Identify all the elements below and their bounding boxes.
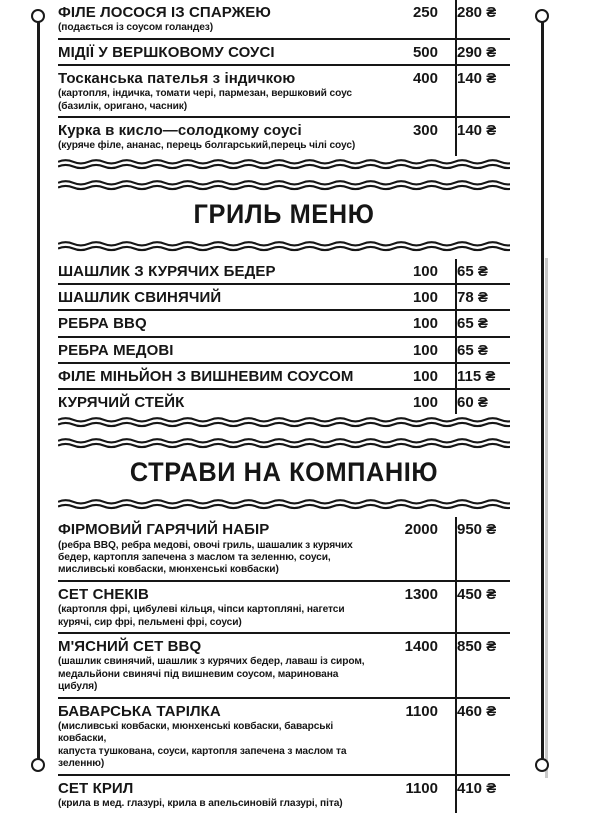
section-heading-company-dishes [58,429,510,511]
menu-item-text [58,289,382,306]
menu-item-text [58,703,382,771]
wave-divider-top-grill-menu [58,177,510,192]
menu-item-price: 65 ₴ [447,263,510,280]
section-title-company-dishes: СТРАВИ НА КОМПАНІЮ [72,450,497,496]
menu-item-name: Тосканська пателья з індичкою [58,70,376,87]
menu-item-description: (подається із соусом голандез) [58,22,376,34]
menu-item-description: (куряче філе, ананас, перець болгарський,перець чілі соус) [58,140,376,152]
menu-item-name: РЕБРА BBQ [58,315,376,332]
menu-item-price: 410 ₴ [447,780,510,797]
menu-item-weight: 1300 [382,586,447,603]
menu-item-price: 950 ₴ [447,521,510,538]
decorative-skewer-left [28,0,48,789]
menu-item-price: 450 ₴ [447,586,510,603]
menu-item-row [58,0,510,40]
menu-item-name: РЕБРА МЕДОВІ [58,342,376,359]
menu-item-description: (мисливські ковбаски, мюнхенські ковбаски, баварські ковбаски, капуста тушкована, соуси, картопля запечена з маслом та зеленню) [58,721,376,771]
menu-table-hot-dishes-continued [58,0,510,156]
menu-item-description: (картопля фрі, цибулеві кільця, чіпси картопляні, нагетси курячі, сир фрі, пельмені фрі, соуси) [58,604,376,629]
menu-item-weight: 100 [382,342,447,359]
menu-item-name: СЕТ КРИЛ [58,780,376,797]
menu-item-row [58,338,510,364]
menu-item-weight: 250 [382,4,447,21]
menu-item-weight: 1100 [382,780,447,797]
menu-item-name: МІДІЇ У ВЕРШКОВОМУ СОУСІ [58,44,376,61]
menu-item-name: ФІРМОВИЙ ГАРЯЧИЙ НАБІР [58,521,376,538]
skewer-ring-top-right [535,9,549,23]
menu-item-weight: 100 [382,289,447,306]
menu-item-row [58,517,510,582]
menu-item-price: 850 ₴ [447,638,510,655]
menu-item-description: (шашлик свинячий, шашлик з курячих бедер, лаваш із сиром, медальйони свинячі під вишневим соусом, маринована цибуля) [58,656,376,693]
menu-item-name: СЕТ СНЕКІВ [58,586,376,603]
menu-sections [58,0,510,813]
menu-item-row [58,40,510,66]
menu-item-price: 280 ₴ [447,4,510,21]
menu-item-description: (картопля, індичка, томати чері, пармезан, вершковий соус (базилік, оригано, часник) [58,88,376,113]
decorative-skewer-right [532,0,552,789]
menu-item-text [58,4,382,35]
menu-item-text [58,263,382,280]
menu-item-weight: 1400 [382,638,447,655]
menu-item-text [58,342,382,359]
menu-item-text [58,394,382,411]
skewer-ring-top-left [31,9,45,23]
menu-item-price: 290 ₴ [447,44,510,61]
menu-item-price: 115 ₴ [447,368,510,385]
skewer-ring-bottom-left [31,758,45,772]
menu-item-text [58,70,382,113]
menu-item-weight: 300 [382,122,447,139]
menu-item-price: 60 ₴ [447,394,510,411]
menu-item-name: ФІЛЕ МІНЬЙОН З ВИШНЕВИМ СОУСОМ [58,368,376,385]
menu-item-price: 65 ₴ [447,342,510,359]
wave-divider-section-end-grill-menu [58,414,510,429]
menu-item-weight: 100 [382,368,447,385]
menu-item-name: КУРЯЧИЙ СТЕЙК [58,394,376,411]
menu-item-weight: 100 [382,315,447,332]
wave-divider-bottom-grill-menu [58,238,510,253]
menu-item-name: БАВАРСЬКА ТАРІЛКА [58,703,376,720]
menu-table-grill-menu [58,259,510,415]
menu-item-price: 140 ₴ [447,122,510,139]
menu-item-name: Курка в кисло—солодкому соусі [58,122,376,139]
wave-divider-top-company-dishes [58,435,510,450]
menu-item-row [58,285,510,311]
menu-item-weight: 100 [382,394,447,411]
menu-item-row [58,118,510,156]
menu-item-name: ШАШЛИК З КУРЯЧИХ БЕДЕР [58,263,376,280]
menu-item-weight: 1100 [382,703,447,720]
menu-item-text [58,122,382,153]
menu-item-text [58,368,382,385]
section-heading-grill-menu [58,171,510,253]
menu-item-weight: 500 [382,44,447,61]
menu-item-name: ФІЛЕ ЛОСОСЯ ІЗ СПАРЖЕЮ [58,4,376,21]
menu-item-row [58,776,510,813]
wave-divider-section-end-hot-dishes-continued [58,156,510,171]
menu-item-text [58,44,382,61]
menu-table-company-dishes [58,517,510,813]
menu-item-row [58,634,510,699]
menu-item-text [58,521,382,577]
menu-item-name: ШАШЛИК СВИНЯЧИЙ [58,289,376,306]
menu-sheet [58,0,510,789]
menu-item-row [58,259,510,285]
menu-item-price: 460 ₴ [447,703,510,720]
menu-item-description: (ребра BBQ, ребра медові, овочі гриль, шашалик з курячих бедер, картопля запечена з маслом та зеленню, соуси, мисливські ковбаски, мюнхенські ковбаски) [58,540,376,577]
menu-item-row [58,390,510,414]
menu-item-text [58,780,382,811]
section-title-grill-menu: ГРИЛЬ МЕНЮ [72,192,497,238]
skewer-shaft-left [37,22,40,766]
menu-item-text [58,638,382,694]
menu-item-row [58,66,510,118]
menu-item-weight: 100 [382,263,447,280]
menu-item-row [58,699,510,776]
skewer-ring-bottom-right [535,758,549,772]
menu-item-price: 140 ₴ [447,70,510,87]
menu-item-row [58,311,510,337]
menu-item-text [58,315,382,332]
menu-item-name: М'ЯСНИЙ СЕТ BBQ [58,638,376,655]
menu-item-weight: 2000 [382,521,447,538]
skewer-shaft-right [541,22,544,766]
menu-item-description: (крила в мед. глазурі, крила в апельсиновій глазурі, піта) [58,798,376,810]
wave-divider-bottom-company-dishes [58,496,510,511]
skewer-shadow-right [545,258,548,778]
menu-item-row [58,364,510,390]
menu-item-price: 78 ₴ [447,289,510,306]
menu-item-weight: 400 [382,70,447,87]
menu-item-row [58,582,510,634]
menu-item-price: 65 ₴ [447,315,510,332]
menu-item-text [58,586,382,629]
